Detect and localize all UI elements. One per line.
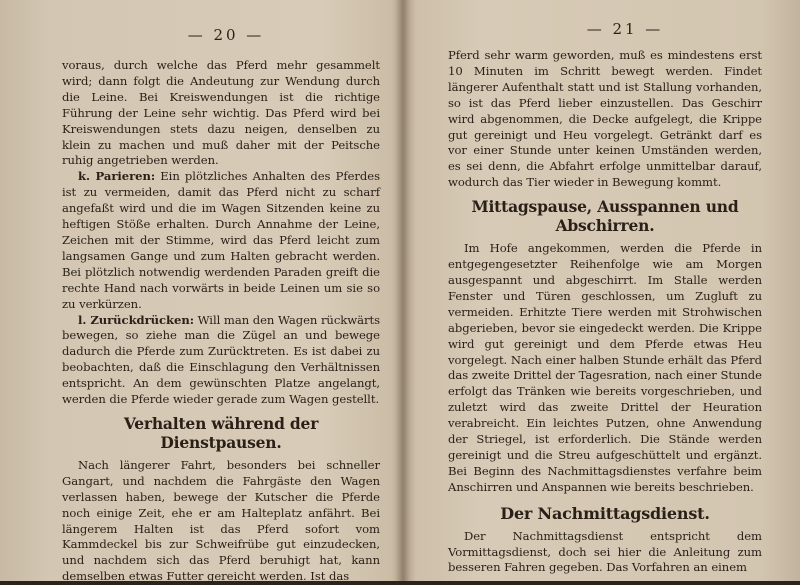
page-number: — 21 — [586,20,664,38]
paragraph: Im Hofe angekommen, werden die Pferde in entgegengesetzter Reihenfolge wie am Morgen ausgespannt und abgeschirrt. Im Stalle werden Fenster und Türen geschlossen, um Zugluft zu vermeiden. Erhitzte Tiere werden mit Strohwischen abgerieben, bevor sie eingedeckt werden. Die Krippe wird gut gereinigt und dem Pferde etwas Heu vorgelegt. Nach einer halben Stunde erhält das Pferd das zweite Drittel der Tagesration, nach einer Stunde erfolgt das Tränken wie bereits vorgeschrieben, und zuletzt wird das zweite Drittel der Heuration verabreicht. Ein leichtes Putzen, ohne Anwendung der Striegel, ist erforderlich. Die Stände werden gereinigt und die Streu aufgeschüttelt und ergänzt. Bei Beginn des Nachmittagsdienstes verfahre beim Anschirren und Anspannen wie bereits beschrieben. [448,241,762,494]
paragraph-lead: k. Parieren: [78,169,156,184]
section-heading: Mittagspause, Ausspannen und Abschirren. [471,197,739,236]
paragraph-lead: l. Zurückdrücken: [78,312,194,327]
right-page [402,0,800,581]
paragraph-text: Will man den Wagen rückwärts bewegen, so ziehe man die Zügel an und bewege dadurch die Pferde zum Zurücktreten. Es ist dabei zu beobachten, daß die Einschlagung den Verhältnissen entspricht. An dem gewünschten Platze angelangt, werden die Pferde wieder gerade zum Wagen gestellt. [62,312,381,407]
section-heading: Verhalten während der Dienstpausen. [123,413,319,452]
paragraph [62,313,380,408]
paragraph: Pferd sehr warm geworden, muß es mindestens erst 10 Minuten im Schritt bewegt werden. Findet längerer Aufenthalt statt und ist Stallung vorhanden, so ist das Pferd lieber einzustellen. Das Geschirr wird abgenommen, die Decke aufgelegt, die Krippe gut gereinigt und Heu vorgelegt. Getränkt darf es vor einer Stunde unter keinen Umständen werden, es sei denn, die Abfahrt erfolge unmittelbar darauf, wodurch das Tier wieder in Bewegung kommt. [448,48,762,190]
paragraph: Nach längerer Fahrt, besonders bei schneller Gangart, und nachdem die Fahrgäste den Wagen verlassen haben, bewege der Kutscher die Pferde noch einige Zeit, ehe er am Halteplatz anfährt. Bei längerem Halten ist das Pferd sofort vom Kammdeckel bis zur Schweifrübe gut einzudecken, und nachdem sich das Pferd beruhigt hat, kann demselben etwas Futter gereicht werden. Ist das [62,457,380,584]
paragraph-text: Ein plötzliches Anhalten des Pferdes ist zu vermeiden, damit das Pferd nicht zu scharf angefaßt wird und die im Wagen Sitzenden keine zu heftigen Stöße erhalten. Durch Annahme der Leine, Zeichen mit der Stimme, wird das Pferd leicht zum langsamen Gange und zum Halten gebracht werden. Bei plötzlich notwendig werdenden Paraden greift die rechte Hand nach vorwärts in beide Leinen um sie so zu verkürzen. [62,169,380,311]
paragraph: Der Nachmittagsdienst entspricht dem Vormittagsdienst, doch sei hier die Anleitung zum besseren Fahren gegeben. Das Vorfahren an einem [448,528,762,575]
paragraph [62,169,380,312]
section-heading: Der Nachmittagsdienst. [500,503,710,523]
page-number: — 20 — [187,26,265,44]
paragraph: voraus, durch welche das Pferd mehr gesammelt wird; dann folgt die Andeutung zur Wendung durch die Leine. Bei Kreiswendungen ist die richtige Führung der Leine sehr wichtig. Das Pferd wird bei Kreiswendungen stets dazu neigen, denselben zu klein zu machen und muß daher mit der Peitsche ruhig angetrieben werden. [62,58,380,168]
